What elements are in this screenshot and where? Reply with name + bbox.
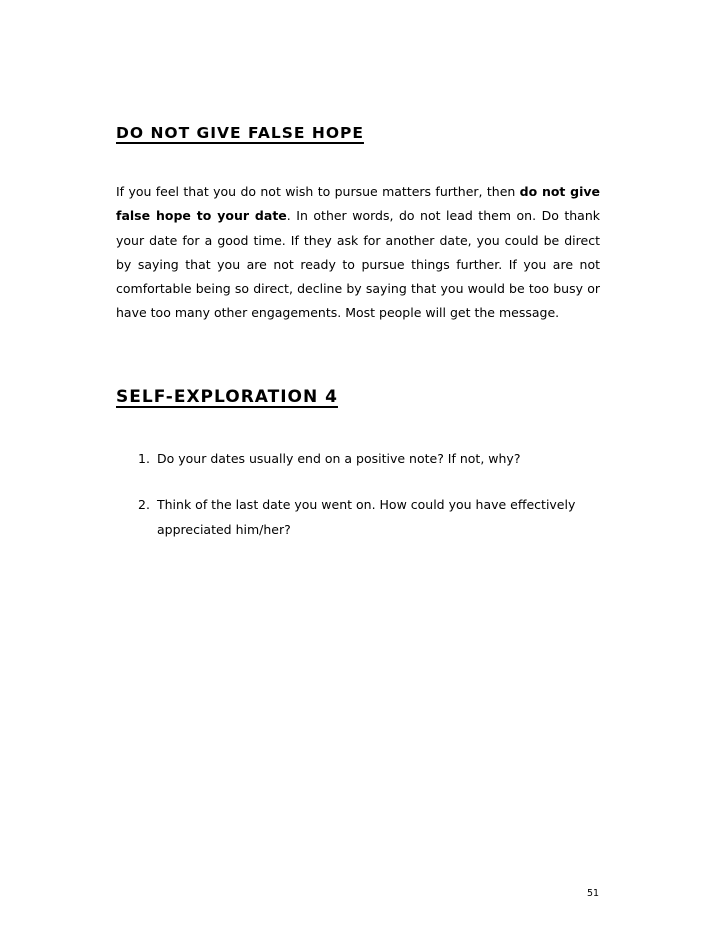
question-item <box>116 493 600 542</box>
page-number: 51 <box>587 888 600 899</box>
section-heading-self-exploration: SELF-EXPLORATION 4 <box>116 387 338 407</box>
question-number: 1. <box>138 451 150 466</box>
question-list <box>116 447 600 542</box>
question-item <box>116 447 600 471</box>
paragraph-text-end: . In other words, do not lead them on. Do thank your date for a good time. If they ask for another date, you could be direct by saying that you are not ready to pursue things further. If you are not comfortable being so direct, decline by saying that you would be too busy or have too many other engagements. Most people will get the message. <box>116 208 601 321</box>
body-paragraph <box>116 180 600 326</box>
question-number: 2. <box>138 497 150 513</box>
question-text: Think of the last date you went on. How could you have effectively appreciated him/her? <box>157 497 576 537</box>
section-heading-false-hope: DO NOT GIVE FALSE HOPE <box>116 124 364 142</box>
paragraph-bold-text: do not give false hope to your date <box>116 184 600 224</box>
question-text: Do your dates usually end on a positive note? If not, why? <box>157 451 521 466</box>
paragraph-text-start: If you feel that you do not wish to pursue matters further, then <box>116 184 520 199</box>
